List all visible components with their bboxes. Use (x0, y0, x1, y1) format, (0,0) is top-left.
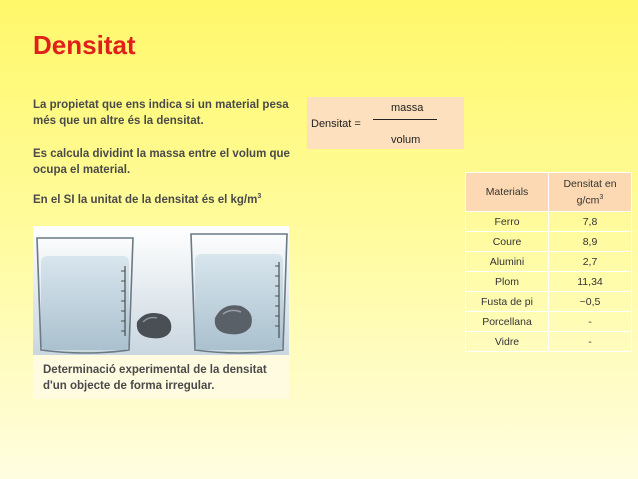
material-cell: Vidre (466, 332, 549, 352)
header-density-label: Densitat en g/cm (563, 177, 617, 207)
slide-title: Densitat (33, 30, 136, 60)
table-row (466, 252, 632, 272)
fraction-bar (373, 119, 437, 120)
table-row (466, 312, 632, 332)
definition-text: La propietat que ens indica si un material pesa més que un altre és la densitat. (33, 99, 289, 127)
material-cell: Porcellana (466, 312, 549, 332)
density-cell: 8,9 (549, 232, 632, 252)
calculation-text: Es calcula dividint la massa entre el volum que ocupa el material. (33, 148, 290, 176)
material-cell: Coure (466, 232, 549, 252)
density-formula (307, 97, 464, 149)
si-unit-text (33, 189, 303, 208)
material-cell: Ferro (466, 212, 549, 232)
caption-text: Determinació experimental de la densitat d'un objecte de forma irregular. (43, 364, 267, 392)
density-cell: 7,8 (549, 212, 632, 232)
si-unit-label: En el SI la unitat de la densitat és el kg/m (33, 193, 258, 206)
density-table (465, 172, 632, 352)
header-density (549, 173, 632, 212)
table-row (466, 232, 632, 252)
beakers-illustration (33, 226, 289, 356)
header-density-exponent: 3 (599, 193, 604, 201)
header-materials: Materials (466, 173, 549, 212)
photo-caption (33, 355, 289, 399)
density-cell: 11,34 (549, 272, 632, 292)
formula-numerator: massa (391, 102, 424, 114)
density-cell: - (549, 332, 632, 352)
formula-denominator: volum (391, 134, 421, 146)
table-row (466, 332, 632, 352)
density-cell: ~0,5 (549, 292, 632, 312)
material-cell: Fusta de pi (466, 292, 549, 312)
experiment-photo (33, 226, 289, 356)
si-unit-exponent: 3 (257, 193, 262, 200)
table-row (466, 272, 632, 292)
material-cell: Alumini (466, 252, 549, 272)
table-header-row (466, 173, 632, 212)
table-row (466, 212, 632, 232)
left-stone (137, 313, 172, 338)
formula-label: Densitat = (311, 118, 361, 130)
density-cell: 2,7 (549, 252, 632, 272)
table-row (466, 292, 632, 312)
material-cell: Plom (466, 272, 549, 292)
density-cell: - (549, 312, 632, 332)
